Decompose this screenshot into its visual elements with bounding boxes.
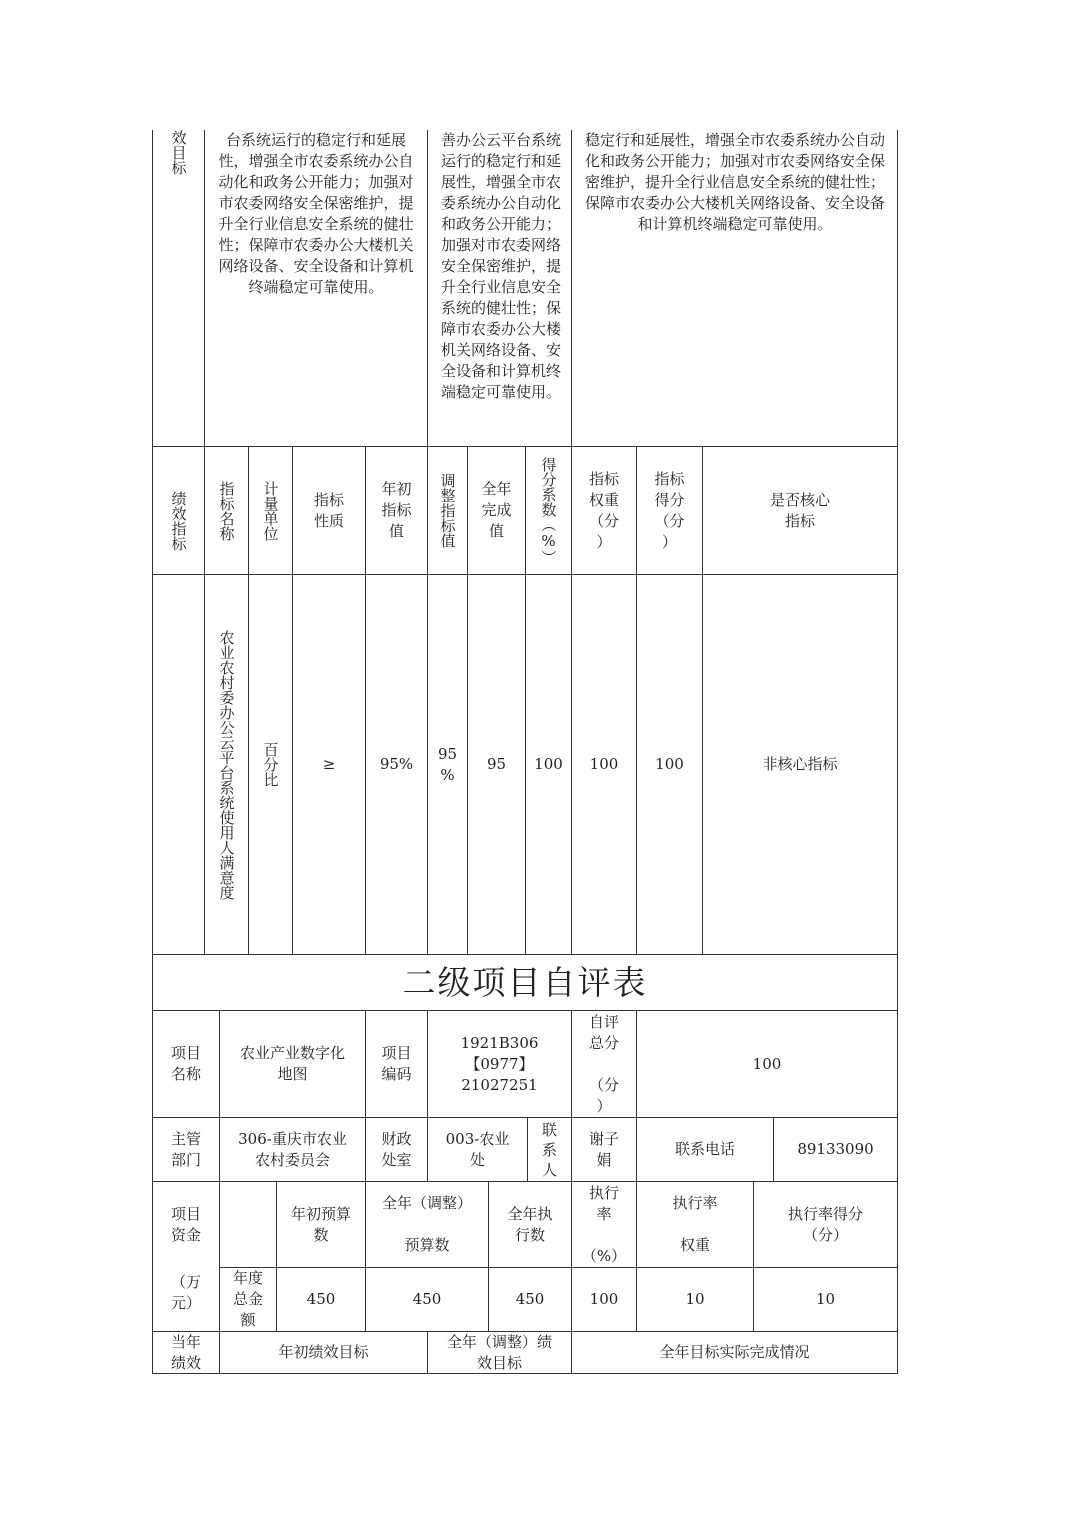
indicator-row-label-text: 绩效指标 — [169, 490, 188, 551]
header-unit — [249, 447, 292, 574]
header-execution-rate: 执行 率 （%） — [581, 1183, 627, 1265]
department-value: 306-重庆市农业 农村委员会 — [238, 1129, 347, 1169]
contact-value: 谢子 娟 — [588, 1129, 619, 1169]
executed-value: 450 — [515, 1290, 545, 1308]
indicator-score-coefficient: 100 — [534, 755, 563, 773]
header-completed-value: 全年 完成 值 — [481, 480, 512, 540]
header-unit-text: 计量单位 — [261, 480, 280, 541]
section-title: 二级项目自评表 — [402, 963, 648, 1002]
finance-office-value: 003-农业 处 — [445, 1129, 510, 1169]
header-adjusted-value-text: 调整指标值 — [438, 473, 457, 548]
indicator-name — [205, 575, 248, 954]
project-code-label: 项目 编码 — [381, 1044, 412, 1083]
actual-completion-header: 全年目标实际完成情况 — [659, 1343, 810, 1361]
initial-goal-text: 台系统运行的稳定行和延展性，增强全市农委系统办公自动化和政务公开能力；加强对市农委网络安全保密维护，提升全行业信息安全系统的健壮性；保障市农委办公大楼机关网络设备、安全设备和计算机终端稳定可靠使用。 — [218, 131, 414, 296]
phone-value: 89133090 — [797, 1140, 874, 1158]
indicator-score: 100 — [655, 755, 684, 773]
header-rate-score: 执行率得分 （分） — [787, 1204, 863, 1244]
header-score-coefficient-text: 得分系数（%） — [539, 456, 558, 565]
department-label: 主管 部门 — [170, 1129, 201, 1169]
header-adjusted-value — [428, 447, 467, 574]
goal-row-label — [153, 130, 204, 230]
total-score-value: 100 — [752, 1054, 782, 1073]
header-nature: 指标 性质 — [313, 490, 344, 530]
rate-score-value: 10 — [815, 1290, 836, 1308]
header-weight: 指标 权重 （分 ） — [588, 469, 619, 551]
header-score-coefficient — [526, 447, 571, 574]
project-name-label: 项目 名称 — [170, 1044, 201, 1083]
goal-row-label-text: 效目标 — [169, 130, 188, 175]
finance-office-label: 财政 处室 — [381, 1129, 412, 1169]
actual-completion-text: 稳定行和延展性，增强全市农委系统办公自动化和政务公开能力；加强对市农委网络安全保密维护，提升全行业信息安全系统的健壮性；保障市农委办公大楼机关网络设备、安全设备和计算机终端稳定可靠使用。 — [584, 131, 885, 233]
funds-label: 项目 资金 — [170, 1205, 201, 1244]
header-rate-weight: 执行率 权重 — [672, 1194, 718, 1254]
indicator-unit-text: 百分比 — [261, 742, 280, 787]
adjusted-goal-header: 全年（调整）绩 效目标 — [446, 1332, 552, 1372]
indicator-unit — [249, 575, 292, 954]
initial-goal-header: 年初绩效目标 — [278, 1343, 369, 1361]
col-divider — [427, 130, 428, 446]
rate-weight-value: 10 — [685, 1290, 705, 1308]
header-indicator-name — [205, 447, 248, 574]
indicator-weight: 100 — [589, 755, 619, 773]
indicator-initial-value: 95% — [379, 755, 414, 773]
total-score-label: 自评 总分 （分 ） — [588, 1012, 619, 1115]
execution-rate-value: 100 — [589, 1290, 619, 1308]
funds-unit-label: （万 元） — [170, 1273, 201, 1312]
project-code-value: 1921B306 【0977】 21027251 — [460, 1033, 539, 1094]
adjusted-budget-value: 450 — [412, 1290, 442, 1308]
header-adjusted-budget: 全年（调整） 预算数 — [381, 1194, 472, 1254]
header-score: 指标 得分 （分 ） — [654, 469, 685, 551]
initial-budget-value: 450 — [306, 1290, 336, 1308]
project-name-value: 农业产业数字化 地图 — [239, 1044, 345, 1083]
header-indicator-name-text: 指标名称 — [217, 480, 236, 541]
header-initial-budget: 年初预算 数 — [290, 1204, 351, 1244]
col-divider — [571, 130, 572, 446]
indicator-nature: ≥ — [322, 755, 336, 773]
performance-label: 当年 绩效 — [170, 1332, 201, 1372]
indicator-row-label — [153, 447, 204, 574]
header-initial-value: 年初 指标 值 — [381, 480, 412, 540]
annual-total-label: 年度 总金 额 — [232, 1269, 263, 1329]
header-executed: 全年执 行数 — [507, 1204, 553, 1244]
phone-label: 联系电话 — [674, 1140, 735, 1158]
adjusted-goal-text: 善办公云平台系统运行的稳定行和延展性，增强全市农委系统办公自动化和政务公开能力；加强对市农委网络安全保密维护，提升全行业信息安全系统的健壮性；保障市农委办公大楼机关网络设备、安全设备和计算机终端稳定可靠使用。 — [440, 131, 561, 401]
header-is-core: 是否核心 指标 — [769, 490, 830, 530]
indicator-name-text: 农业农村委办公云平台系统使用人满意度 — [217, 629, 236, 900]
indicator-is-core: 非核心指标 — [762, 755, 838, 773]
indicator-completed-value: 95 — [486, 755, 507, 773]
contact-label: 联 系 人 — [541, 1120, 557, 1179]
indicator-adjusted-value: 95 % — [437, 744, 458, 784]
table-border-right — [897, 130, 898, 1374]
